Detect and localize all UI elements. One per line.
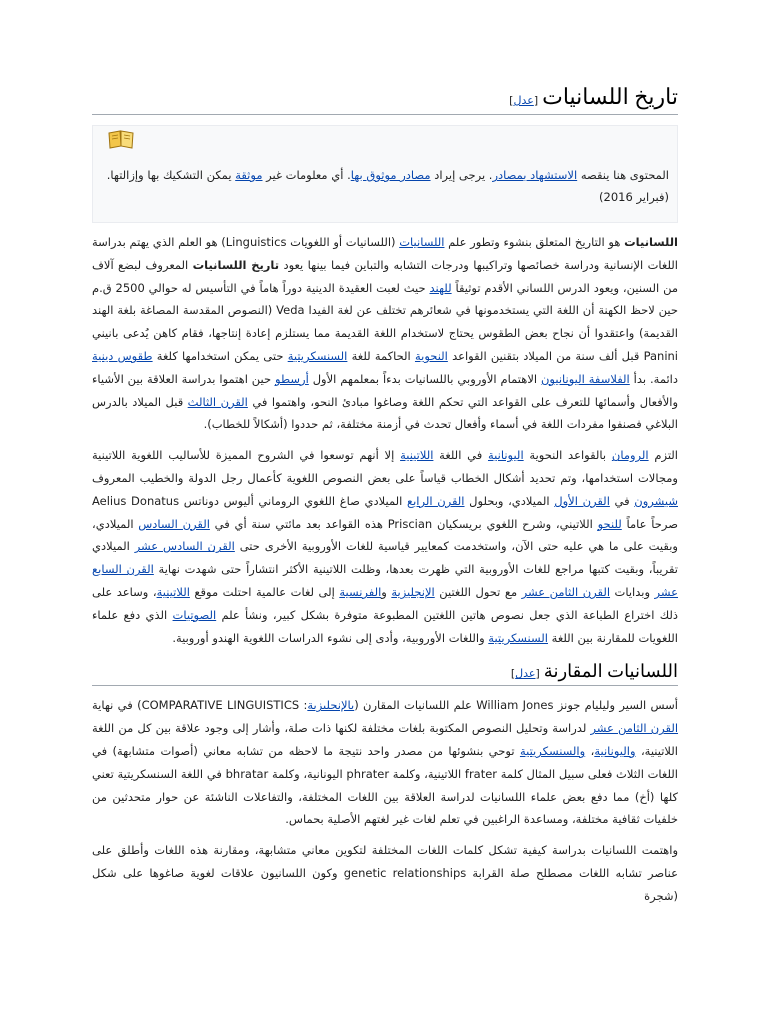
wiki-link[interactable]: القرن السابع عشر	[92, 562, 679, 599]
bold-term: اللسانيات	[624, 235, 678, 249]
paragraph	[92, 839, 678, 907]
text-run: ،	[585, 743, 595, 758]
edit-section-link[interactable]: [عدل]	[510, 667, 540, 681]
text-run: دائمة. بدأ	[629, 371, 678, 386]
wiki-link[interactable]: الفرنسية	[339, 584, 382, 599]
text-run: إلا أنهم توسعوا في الشروح المميزة للأساليب اللغوية اللاتينية ومجالات استخدامها، وتم تحديد أشكال الخطاب قياساً على بعض النصوص اللغوية كأعمال رجل الدولة والخطيب المعروف	[92, 448, 678, 485]
text-run: وبدايات	[610, 584, 655, 599]
wiki-link[interactable]: للهند	[429, 280, 452, 295]
text-run: قبل الميلاد بالدرس البلاغي فصنفوا مفردات اللغة في أسماء وأفعال تحدث في أزمنة مختلفة، ثم حددوا (أشكالاً للخطاب).	[92, 394, 678, 432]
text-run: مع تحول اللغتين	[434, 584, 522, 599]
wiki-link[interactable]: القرن الثالث	[187, 394, 248, 409]
wiki-link[interactable]: النحوية	[414, 348, 448, 363]
text-run: أسس السير وليليام جونز William Jones علم اللسانيات المقارن (	[354, 698, 678, 713]
text-run: المعروف لبضع آلاف من السنين، ويعود الدرس اللساني الأقدم توثيقاً	[92, 257, 679, 295]
book-icon	[107, 128, 135, 150]
text-run: يمكن التشكيك بها وإزالتها. (فبراير 2016)	[106, 168, 669, 204]
page-title	[92, 84, 678, 115]
wiki-link[interactable]: اللسانيات	[399, 235, 445, 249]
wiki-link[interactable]: بالإنجليزية	[307, 698, 355, 713]
text-run: و	[381, 584, 392, 599]
text-run: (اللسانيات أو اللغويات Linguistics) هو العلم الذي يهتم بدراسة اللغات الإنسانية ودراسة خصائصها وتراكيبها ودرجات التشابه والتباين فيما بينها يعود	[92, 235, 678, 272]
text-run: الذي دفع علماء اللغويات للمقارنة بين اللغة	[92, 607, 678, 645]
text-run: لدراسة وتحليل النصوص المكتوبة بلغات مختلفة لكنها ذات صلة، وأشار إلى وجود علاقة بين كل من اللغة اللاتينية،	[92, 721, 678, 758]
wiki-link[interactable]: أرسطو	[275, 371, 309, 386]
wiki-link[interactable]: واليونانية	[594, 743, 636, 758]
text-run: في	[609, 493, 635, 508]
wiki-link[interactable]: اللاتينية	[156, 584, 190, 599]
page-title-text: تاريخ اللسانيات	[542, 84, 678, 109]
text-run: هو التاريخ المتعلق بنشوء وتطور علم	[444, 235, 625, 249]
wiki-link[interactable]: للنحو	[597, 516, 622, 531]
text-run: في اللغة	[433, 448, 488, 463]
text-run: الحاكمة للغة	[347, 348, 415, 363]
text-run: ، وساعد على ذلك اختراع الطباعة الذي جعل نصوص هاتين اللغتين المطبوعة متوفرة بشكل كبير، ونشأ علم	[92, 584, 679, 622]
wiki-link[interactable]: اللاتينية	[400, 448, 434, 463]
wiki-link[interactable]: السنسكريتية	[287, 348, 348, 363]
wiki-link[interactable]: الاستشهاد بمصادر	[492, 168, 578, 182]
text-run: الميلادي صاغ اللغوي الروماني أليوس دوناتس Aelius Donatus صرحاً عاماً	[92, 493, 678, 531]
text-run: الاهتمام الأوروبي باللسانيات بدءاً بمعلمهم الأول	[308, 371, 541, 386]
section-heading-comparative	[92, 661, 678, 686]
edit-link[interactable]: عدل	[515, 667, 536, 681]
wiki-link[interactable]: القرن السادس	[138, 516, 210, 531]
paragraph	[92, 694, 678, 831]
text-run: الميلادي تقريباً، وبقيت كتبها مراجع للغات الأوروبية التي ظهرت بعدها، وظلت اللاتينية الأكثر انتشاراً حتى شهدت نهاية	[92, 539, 678, 577]
wiki-link[interactable]: القرن السادس عشر	[134, 539, 235, 554]
text-run: المحتوى هنا ينقصه	[577, 168, 669, 182]
text-run: حتى يمكن استخدامها كلغة	[152, 348, 288, 363]
edit-link[interactable]: عدل	[513, 94, 534, 107]
text-run: بالقواعد النحوية	[523, 448, 612, 463]
paragraph	[92, 231, 678, 436]
article	[92, 84, 678, 908]
intro-section	[92, 231, 678, 649]
text-run: واهتمت اللسانيات بدراسة كيفية تشكل كلمات اللغات المختلفة لتكوين معاني متشابهة، ومقارنة هذه اللغات وأطلق على عناصر تشابه اللغات مصطلح صلة القرابة genetic relationships وكون اللسانيون علاقات لغوية صاغوها على شكل (شجرة	[92, 843, 678, 903]
wiki-link[interactable]: الإنجليزية	[391, 584, 435, 599]
text-run: : COMPARATIVE LINGUISTICS) في نهاية	[92, 698, 308, 713]
text-run: توحي بنشوئها من مصدر واحد نتيجة ما لاحظه من تشابه معاني (أصوات متشابهة) في اللغات الثلاث فعلى سبيل المثال كلمة frater اللاتينية، وكلمة phrater اليونانية، وكلمة bhratar في اللغة السنسكريتية تعني كلها (أخ) مما دفع بعض علماء اللسانيات لدراسة العلاقة بين اللغات المختلفة، والتفاعلات الناشئة عن حوار متحدثين من خلفيات ثقافية مختلفة، ومساعدة الراغبين في تعلم لغات غير لغتهم الأصلية بحماس.	[92, 743, 678, 827]
wiki-link[interactable]: القرن الثامن عشر	[590, 721, 679, 736]
citation-notice	[92, 125, 678, 223]
wiki-link[interactable]: اليونانية	[487, 448, 524, 463]
wiki-link[interactable]: القرن الثامن عشر	[521, 584, 611, 599]
text-run: التزم	[648, 448, 678, 463]
wiki-link[interactable]: طقوس دينية	[92, 348, 153, 363]
notice-text	[101, 164, 669, 208]
wiki-link[interactable]: موثقة	[235, 168, 263, 182]
wiki-link[interactable]: القرن الأول	[554, 493, 610, 508]
wiki-link[interactable]: الصوتيات	[172, 607, 217, 622]
text-run: حين اهتموا بدراسة العلاقة بين الأشياء والأفعال وأسمائها للتعرف على القواعد التي تحكم اللغة وصاغوا مبادئ النحو، واهتموا في	[92, 371, 679, 409]
wiki-link[interactable]: والسنسكريتية	[519, 743, 586, 758]
text-run: اللاتيني، وشرح اللغوي بريسكيان Priscian هذه القواعد بعد مائتي سنة أي في	[209, 516, 598, 531]
text-run: الميلادي، وبقيت على ما هي عليه حتى الآن، واستخدمت كمعايير قياسية للغات الأوروبية الأخرى حتى	[92, 516, 678, 554]
text-run: واللغات الأوروبية، وأدى إلى نشوء الدراسات اللغوية الهندو أوروبية.	[172, 630, 489, 645]
text-run: . يرجى إيراد	[430, 168, 493, 182]
text-run: الميلادي، وبحلول	[464, 493, 555, 508]
text-run: إلى لغات عالمية احتلت موقع	[189, 584, 340, 599]
wiki-link[interactable]: مصادر موثوق بها	[350, 168, 431, 182]
wiki-link[interactable]: السنسكريتية	[488, 630, 548, 645]
wiki-link[interactable]: الرومان	[611, 448, 649, 463]
wiki-link[interactable]: شيشرون	[634, 493, 678, 508]
paragraph	[92, 444, 678, 649]
wiki-link[interactable]: الفلاسفة اليونانيون	[540, 371, 630, 386]
edit-section-link[interactable]: [عدل]	[509, 94, 539, 107]
bold-term: تاريخ اللسانيات	[192, 257, 280, 272]
text-run: حيث لعبت العقيدة الدينية دوراً هاماً في التأسيس له حوالي 2500 ق.م حين لاحظ الكهنة أن اللغة التي يستخدمونها في شعائرهم تختلف عن لغة الفيدا Veda (النصوص المقدسة المصاغة بلغة الهند القديمة) واعتقدوا أن نجاح بعض الطقوس يحتاج لاستخدام اللغة القديمة مما يستلزم إعادة إنتاجها، فقام كاهن يُدعى بانيني Panini قبل ألف سنة من الميلاد بتقنين القواعد	[92, 280, 679, 363]
comparative-section	[92, 694, 678, 907]
text-run: . أي معلومات غير	[262, 168, 351, 182]
wiki-link[interactable]: القرن الرابع	[406, 493, 465, 508]
section-heading-text: اللسانيات المقارنة	[543, 661, 678, 682]
